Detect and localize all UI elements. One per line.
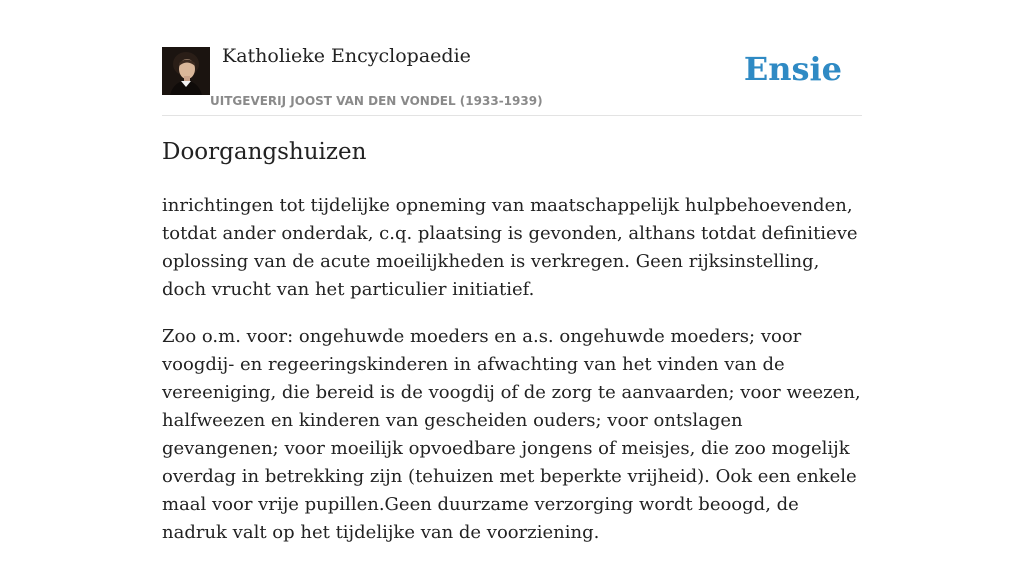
article-paragraph: Zoo o.m. voor: ongehuwde moeders en a.s. ongehuwde moeders; voor voogdij- en regeeringskinderen in afwachting van het vinden van de vereeniging, die bereid is de voogdij of de zorg te aanvaarden; voor weezen, halfweezen en kinderen van gescheiden ouders; voor ontslagen gevangenen; voor moeilijk opvoedbare jongens of meisjes, die zoo mogelijk overdag in betrekking zijn (tehuizen met beperkte vrijheid). Ook een enkele maal voor vrije pupillen.Geen duurzame verzorging wordt beoogd, de nadruk valt op het tijdelijke van de voorziening.: [162, 326, 861, 543]
article-title: Doorgangshuizen: [162, 139, 367, 165]
ensie-logo[interactable]: Ensie: [743, 50, 842, 88]
publication-subtitle: UITGEVERIJ JOOST VAN DEN VONDEL (1933-1939): [210, 94, 543, 108]
article-body: [162, 192, 864, 566]
publication-avatar[interactable]: [162, 47, 210, 95]
site-header: [162, 0, 862, 116]
article-paragraph: inrichtingen tot tijdelijke opneming van maatschappelijk hulpbehoevenden, totdat ander onderdak, c.q. plaatsing is gevonden, althans totdat definitieve oplossing van de acute moeilijkheden is verkregen. Geen rijksinstelling, doch vrucht van het particulier initiatief.: [162, 195, 858, 300]
publication-title[interactable]: Katholieke Encyclopaedie: [222, 45, 471, 67]
